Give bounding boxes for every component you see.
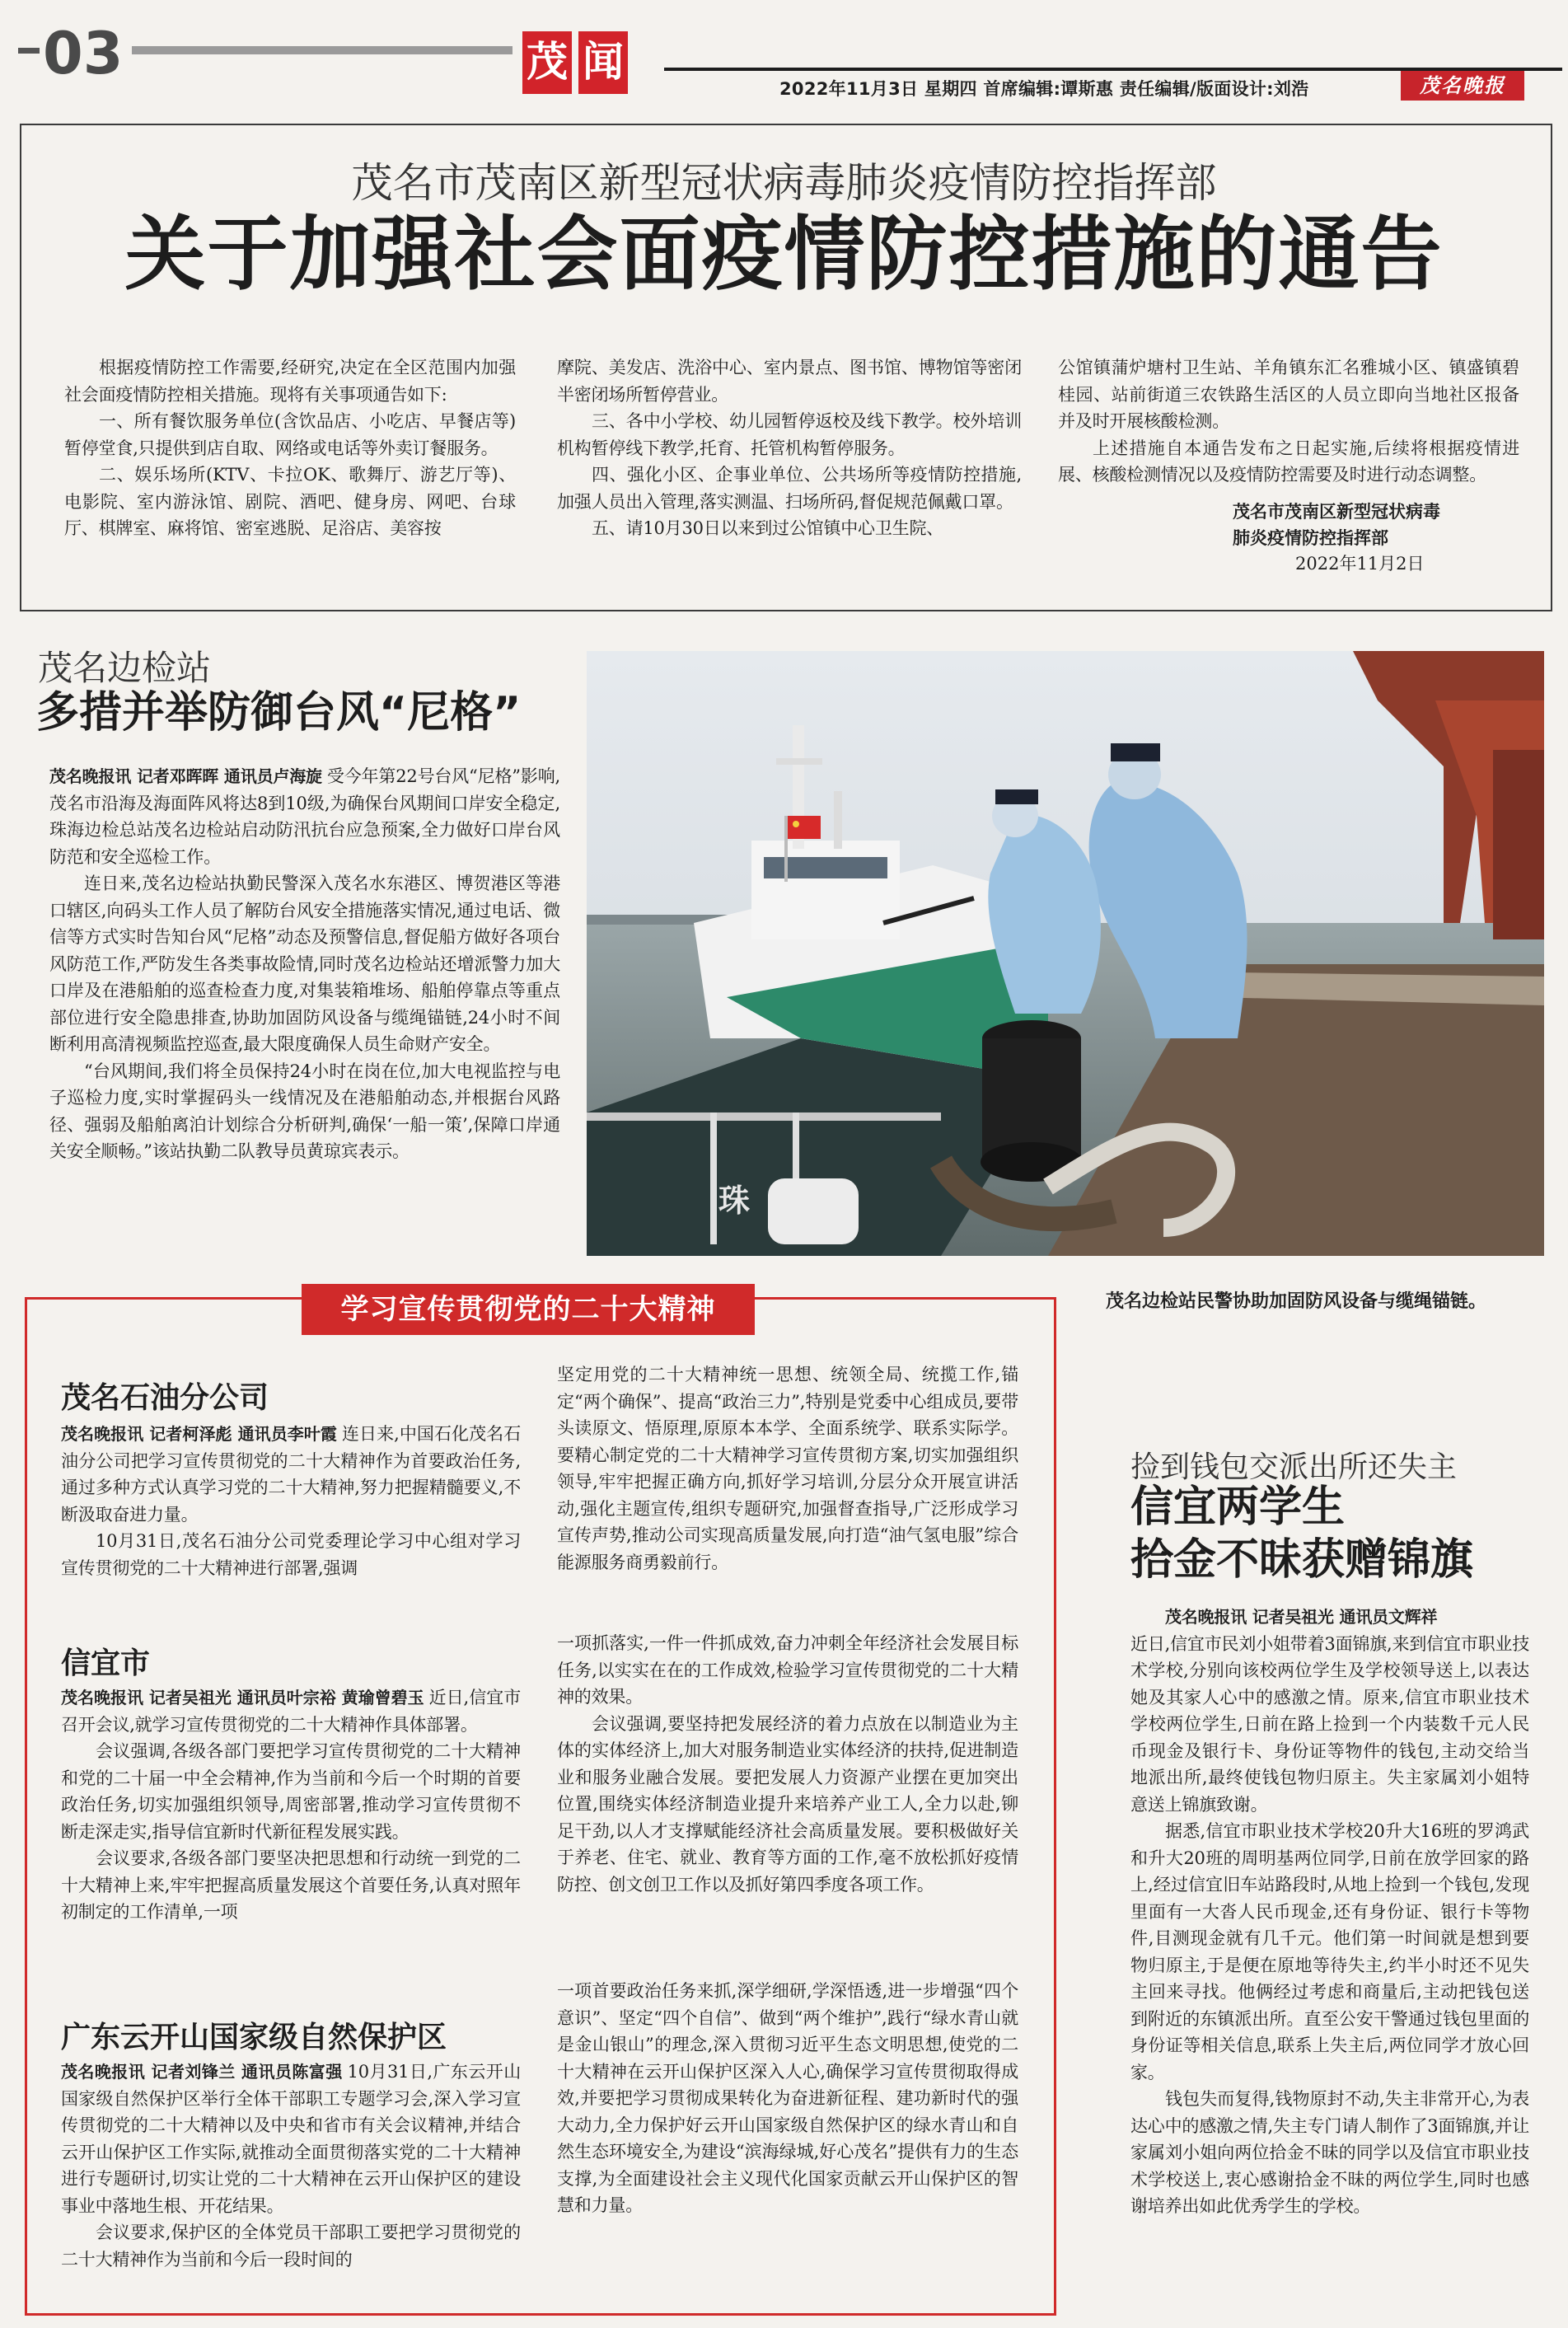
yunkai-byline: 茂名晚报讯 记者刘锋兰 通讯员陈富强 (61, 2062, 343, 2082)
newspaper-logo: 茂名晚报 (1401, 71, 1524, 101)
xinyi-para: 一项抓落实,一件一件抓成效,奋力冲刺全年经济社会发展目标任务,以实实在在的工作成效,检验学习宣传贯彻党的二十大精神的效果。 (557, 1633, 1018, 1707)
yunkai-para: 10月31日,广东云开山国家级自然保护区举行全体干部职工专题学习会,深入学习宣传贯彻党的二十大精神以及中央和省市有关会议精神,并结合云开山保护区工作实际,就推动全面贯彻落实党的二十大精神进行专题研讨,切实让党的二十大精神在云开山保护区的建设事业中落地生根、开花结果。 (61, 2062, 522, 2216)
typhoon-photo (587, 651, 1544, 1256)
notice-para: 根据疫情防控工作需要,经研究,决定在全区范围内加强社会面疫情防控相关措施。现将有关事项通告如下: (64, 358, 516, 405)
oil-body-cont (557, 1361, 1018, 1576)
xinyi-body-cont (557, 1630, 1018, 1898)
wallet-byline: 茂名晚报讯 记者吴祖光 通讯员文辉祥 (1165, 1607, 1438, 1627)
masthead-rule (132, 46, 513, 54)
yunkai-body-cont (557, 1978, 1018, 2219)
xinyi-para: 会议强调,要坚持把发展经济的着力点放在以制造业为主体的实体经济上,加大对服务制造业实体经济的扶持,促进制造业和服务业融合发展。要把发展人力资源产业摆在更加突出位置,围绕实体经济制造业提升来培养产业工人,全力以赴,铆足干劲,以人才支撑赋能经济社会高质量发展。要积极做好关于养老、住宅、就业、教育等方面的工作,毫不放松抓好疫情防控、创文创卫工作以及抓好第四季度各项工作。 (557, 1713, 1018, 1895)
oil-para: 10月31日,茂名石油分公司党委理论学习中心组对学习宣传贯彻党的二十大精神进行部署,强调 (61, 1531, 521, 1578)
notice-col-2 (557, 354, 1022, 542)
xinyi-byline: 茂名晚报讯 记者吴祖光 通讯员叶宗裕 黄瑜曾碧玉 (61, 1688, 424, 1707)
dateline: 2022年11月3日 星期四 首席编辑:谭斯惠 责任编辑/版面设计:刘浩 (779, 79, 1309, 99)
article-title-xinyi: 信宜市 (61, 1646, 151, 1680)
xinyi-body (61, 1684, 521, 1926)
notice-para: 四、强化小区、企事业单位、公共场所等疫情防控措施,加强人员出入管理,落实测温、扫场所码,督促规范佩戴口罩。 (557, 465, 1022, 512)
hull-lettering: 珠 (718, 1182, 751, 1219)
notice-para: 一、所有餐饮服务单位(含饮品店、小吃店、早餐店等)暂停堂食,只提供到店自取、网络或电话等外卖订餐服务。 (64, 411, 516, 458)
oil-para: 连日来,中国石化茂名石油分公司把学习宣传贯彻党的二十大精神作为首要政治任务,通过多种方式认真学习党的二十大精神,努力把握精髓要义,不断汲取奋进力量。 (61, 1424, 521, 1525)
notice-signature: 肺炎疫情防控指挥部 (1233, 527, 1388, 548)
party-banner: 学习宣传贯彻党的二十大精神 (302, 1284, 755, 1335)
article-title-yunkai: 广东云开山国家级自然保护区 (61, 2021, 447, 2054)
oil-para: 坚定用党的二十大精神统一思想、统领全局、统揽工作,锚定“两个确保”、提高“政治三力”,特别是党委中心组成员,要带头读原文、悟原理,原原本本学、全面系统学、联系实际学。要精心制定党的二十大精神学习宣传贯彻方案,切实加强组织领导,牢牢把握正确方向,抓好学习培训,分层分众开展宣讲活动,强化主题宣传,组织专题研究,加强督查指导,广泛形成学习宣传声势,推动公司实现高质量发展,向打造“油气氢电服”综合能源服务商勇毅前行。 (557, 1365, 1018, 1572)
wallet-title-2: 拾金不昧获赠锦旗 (1130, 1535, 1474, 1585)
photo-caption: 茂名边检站民警协助加固防风设备与缆绳锚链。 (1106, 1291, 1487, 1312)
notice-para: 五、请10月30日以来到过公馆镇中心卫生院、 (592, 518, 944, 538)
section-badge-2: 闻 (578, 31, 628, 94)
notice-signature: 茂名市茂南区新型冠状病毒 (1233, 501, 1440, 522)
xinyi-para: 近日,信宜市召开会议,就学习宣传贯彻党的二十大精神作具体部署。 (61, 1688, 521, 1735)
wallet-kicker: 捡到钱包交派出所还失主 (1130, 1450, 1458, 1484)
typhoon-para: “台风期间,我们将全员保持24小时在岗在位,加大电视监控与电子巡检力度,实时掌握码头一线情况及在港船舶动态,并根据台风路径、强弱及船舶离泊计划综合分析研判,确保‘一船一策’,保障口岸通关安全顺畅。”该站执勤二队教导员黄琼宾表示。 (49, 1061, 560, 1161)
oil-byline: 茂名晚报讯 记者柯泽彪 通讯员李叶霞 (61, 1424, 337, 1444)
typhoon-body (49, 763, 560, 1165)
xinyi-para: 会议要求,各级各部门要坚决把思想和行动统一到党的二十大精神上来,牢牢把握高质量发展这个首要任务,认真对照年初制定的工作清单,一项 (61, 1848, 521, 1922)
yunkai-para: 会议要求,保护区的全体党员干部职工要把学习贯彻党的二十大精神作为当前和今后一段时间的 (61, 2223, 521, 2269)
typhoon-para: 受今年第22号台风“尼格”影响,茂名市沿海及海面阵风将达8到10级,为确保台风期间口岸安全稳定,珠海边检总站茂名边检站启动防汛抗台应急预案,全力做好口岸台风防范和安全巡检工作。 (49, 766, 560, 867)
yunkai-para: 一项首要政治任务来抓,深学细研,学深悟透,进一步增强“四个意识”、坚定“四个自信”、做到“两个维护”,践行“绿水青山就是金山银山”的理念,深入贯彻习近平生态文明思想,使党的二十大精神在云开山保护区深入人心,确保学习宣传贯彻取得成效,并要把学习贯彻成果转化为奋进新征程、建功新时代的强大动力,全力保护好云开山国家级自然保护区的绿水青山和自然生态环境安全,为建设“滨海绿城,好心茂名”提供有力的生态支撑,为全面建设社会主义现代化国家贡献云开山保护区的智慧和力量。 (557, 1981, 1018, 2215)
notice-para: 公馆镇蒲炉塘村卫生站、羊角镇东汇名雅城小区、镇盛镇碧桂园、站前街道三农铁路生活区的人员立即向当地社区报备并及时开展核酸检测。 (1058, 358, 1519, 431)
section-badge: 茂 (522, 31, 572, 94)
wallet-para: 近日,信宜市民刘小姐带着3面锦旗,来到信宜市职业技术学校,分别向该校两位学生及学校领导送上,以表达她及其家人心中的感激之情。原来,信宜市职业技术学校两位学生,日前在路上捡到一个内装数千元人民币现金及银行卡、身份证等物件的钱包,主动交给当地派出所,最终使钱包物归原主。失主家属刘小姐特意送上锦旗致谢。 (1130, 1633, 1529, 1815)
notice-para: 摩院、美发店、洗浴中心、室内景点、图书馆、博物馆等密闭半密闭场所暂停营业。 (557, 358, 1022, 405)
photo-illustration (587, 651, 1544, 1256)
yunkai-body (61, 2059, 521, 2273)
notice-para: 二、娱乐场所(KTV、卡拉OK、歌舞厅、游艺厅等)、电影院、室内游泳馆、剧院、酒吧、健身房、网吧、台球厅、棋牌室、麻将馆、密室逃脱、足浴店、美容按 (64, 465, 516, 538)
notice-para: 三、各中小学校、幼儿园暂停返校及线下教学。校外培训机构暂停线下教学,托育、托管机构暂停服务。 (557, 411, 1022, 458)
oil-body (61, 1421, 521, 1581)
notice-para: 上述措施自本通告发布之日起实施,后续将根据疫情进展、核酸检测情况以及疫情防控需要及时进行动态调整。 (1058, 438, 1519, 485)
notice-date: 2022年11月2日 (1295, 553, 1425, 574)
page-number-dash (18, 48, 40, 54)
notice-title: 关于加强社会面疫情防控措施的通告 (124, 208, 1444, 302)
wallet-para: 据悉,信宜市职业技术学校20升大16班的罗鸿武和升大20班的周明基两位同学,日前在放学回家的路上,经过信宜旧车站路段时,从地上捡到一个钱包,发现里面有一大沓人民币现金,还有身份证、银行卡等物件,目测现金就有几千元。他们第一时间就是想到要物归原主,于是便在原地等待失主,约半小时还不见失主回来寻找。他俩经过考虑和商量后,主动把钱包送到附近的东镇派出所。直至公安干警通过钱包里面的身份证等相关信息,联系上失主后,两位同学才放心回家。 (1130, 1821, 1529, 2082)
wallet-body (1130, 1604, 1529, 2220)
typhoon-para: 连日来,茂名边检站执勤民警深入茂名水东港区、博贺港区等港口辖区,向码头工作人员了解防台风安全措施落实情况,通过电话、微信等方式实时告知台风“尼格”动态及预警信息,督促船方做好各项台风防范工作,严防发生各类事故险情,同时茂名边检站还增派警力加大口岸及在港船舶的巡查检查力度,对集装箱堆场、船舶停靠点等重点部位进行安全隐患排查,协助加固防风设备与缆绳锚链,24小时不间断利用高清视频监控巡查,最大限度确保人员生命财产安全。 (49, 874, 560, 1054)
typhoon-title: 多措并举防御台风“尼格” (36, 688, 522, 738)
typhoon-kicker: 茂名边检站 (38, 648, 212, 688)
notice-col-3 (1058, 354, 1519, 576)
article-title-oil: 茂名石油分公司 (61, 1381, 269, 1415)
notice-col-1 (64, 354, 516, 542)
xinyi-para: 会议强调,各级各部门要把学习宣传贯彻党的二十大精神和党的二十届一中全会精神,作为当前和今后一个时期的首要政治任务,切实加强组织领导,周密部署,推动学习宣传贯彻不断走深走实,指导信宜新时代新征程发展实践。 (61, 1741, 521, 1842)
wallet-para: 钱包失而复得,钱物原封不动,失主非常开心,为表达心中的感激之情,失主专门请人制作了3面锦旗,并让家属刘小姐向两位拾金不昧的同学以及信宜市职业技术学校送上,衷心感谢拾金不昧的两位学生,同时也感谢培养出如此优秀学生的学校。 (1130, 2089, 1529, 2216)
notice-kicker: 茂名市茂南区新型冠状病毒肺炎疫情防控指挥部 (351, 159, 1217, 207)
page-number: 03 (43, 20, 124, 87)
typhoon-byline: 茂名晚报讯 记者邓晖晖 通讯员卢海旋 (49, 766, 322, 786)
wallet-title-1: 信宜两学生 (1130, 1483, 1346, 1532)
